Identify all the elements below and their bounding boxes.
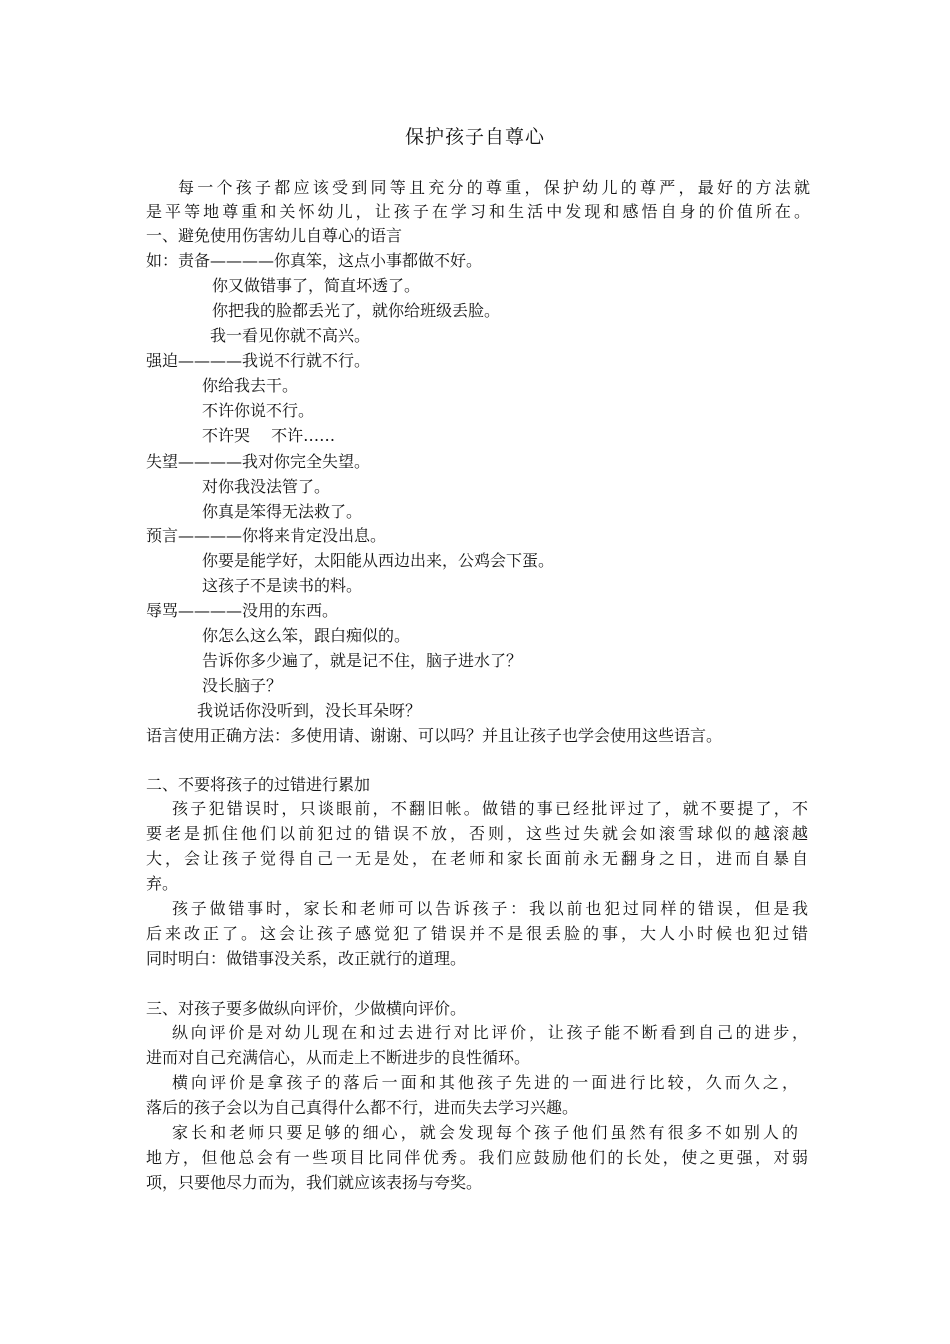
force-item: 不许哭 不许……: [202, 426, 336, 445]
section-3-heading: 三、对孩子要多做纵向评价，少做横向评价。: [146, 999, 467, 1018]
section-3-paragraph-2-line: 落后的孩子会以为自己真得什么都不行，进而失去学习兴趣。: [146, 1098, 579, 1117]
predict-line: 预言————你将来肯定没出息。: [146, 526, 387, 545]
section-3-paragraph-1-line: 纵向评价是对幼儿现在和过去进行对比评价，让孩子能不断看到自己的进步，: [172, 1023, 808, 1042]
insult-item: 没长脑子？: [202, 676, 283, 695]
section-2-paragraph-1-line: 孩子犯错误时，只谈眼前，不翻旧帐。做错的事已经批评过了，就不要提了，不: [172, 799, 808, 818]
insult-line: 辱骂————没用的东西。: [146, 601, 339, 620]
blame-line: 如：责备————你真笨，这点小事都做不好。: [146, 251, 483, 270]
section-2-paragraph-1-line: 弃。: [146, 874, 179, 893]
force-item: 你给我去干。: [202, 376, 299, 395]
section-2-paragraph-2-line: 孩子做错事时，家长和老师可以告诉孩子：我以前也犯过同样的错误，但是我: [172, 899, 808, 918]
section-2-paragraph-2-line: 后来改正了。这会让孩子感觉犯了错误并不是很丢脸的事，大人小时候也犯过错: [146, 924, 808, 943]
force-line: 强迫————我说不行就不行。: [146, 351, 371, 370]
predict-item: 你要是能学好，太阳能从西边出来，公鸡会下蛋。: [202, 551, 555, 570]
section-2-paragraph-2-line: 同时明白：做错事没关系，改正就行的道理。: [146, 949, 467, 968]
insult-item: 你怎么这么笨，跟白痴似的。: [202, 626, 411, 645]
document-title: 保护孩子自尊心: [404, 126, 545, 148]
blame-item: 你又做错事了，简直坏透了。: [212, 276, 421, 295]
insult-item: 告诉你多少遍了，就是记不住，脑子进水了？: [202, 651, 523, 670]
section-2-paragraph-1-line: 要老是抓住他们以前犯过的错误不放，否则，这些过失就会如滚雪球似的越滚越: [146, 824, 808, 843]
section-3-paragraph-1-line: 进而对自己充满信心，从而走上不断进步的良性循环。: [146, 1048, 531, 1067]
force-item: 不许你说不行。: [202, 401, 315, 420]
disappoint-item: 你真是笨得无法救了。: [202, 502, 363, 521]
correct-usage-line: 语言使用正确方法：多使用请、谢谢、可以吗？并且让孩子也学会使用这些语言。: [146, 726, 723, 745]
predict-item: 这孩子不是读书的料。: [202, 576, 363, 595]
section-1-heading: 一、避免使用伤害幼儿自尊心的语言: [146, 226, 403, 245]
section-2-paragraph-1-line: 大，会让孩子觉得自己一无是处，在老师和家长面前永无翻身之日，进而自暴自: [146, 849, 808, 868]
section-3-paragraph-3-line: 家长和老师只要足够的细心，就会发现每个孩子他们虽然有很多不如别人的: [172, 1123, 798, 1142]
blame-item: 我一看见你就不高兴。: [210, 326, 371, 345]
intro-line-2: 是平等地尊重和关怀幼儿，让孩子在学习和生活中发现和感悟自身的价值所在。: [146, 202, 810, 221]
section-3-paragraph-3-line: 地方，但他总会有一些项目比同伴优秀。我们应鼓励他们的长处，使之更强，对弱: [146, 1148, 808, 1167]
disappoint-item: 对你我没法管了。: [202, 477, 331, 496]
intro-line-1: 每一个孩子都应该受到同等且充分的尊重，保护幼儿的尊严，最好的方法就: [178, 178, 810, 197]
section-2-heading: 二、不要将孩子的过错进行累加: [146, 775, 371, 794]
blame-item: 你把我的脸都丢光了，就你给班级丢脸。: [212, 301, 501, 320]
disappoint-line: 失望————我对你完全失望。: [146, 452, 371, 471]
section-3-paragraph-3-line: 项，只要他尽力而为，我们就应该表扬与夸奖。: [146, 1173, 483, 1192]
section-3-paragraph-2-line: 横向评价是拿孩子的落后一面和其他孩子先进的一面进行比较，久而久之，: [172, 1073, 798, 1092]
insult-item: 我说话你没听到，没长耳朵呀？: [197, 701, 422, 720]
